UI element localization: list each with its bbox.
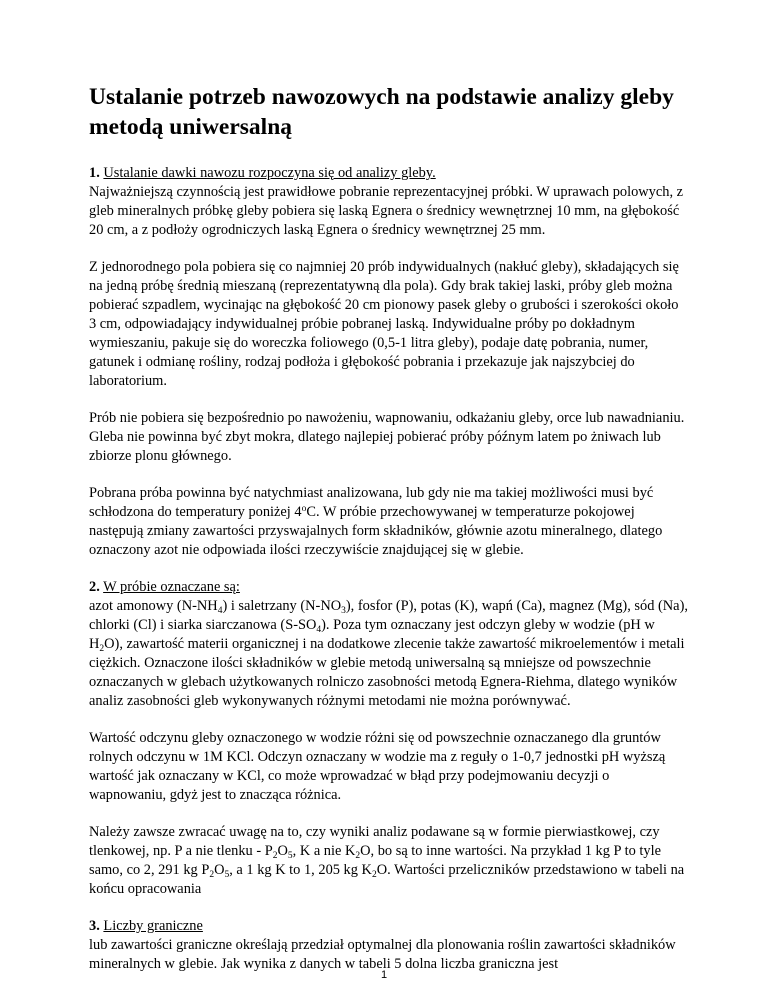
section-3-title: Liczby graniczne — [103, 918, 203, 934]
subscript: 5 — [224, 870, 230, 880]
text-run: Należy zawsze zwracać uwagę na to, czy wyniki analiz podawane są w formie pierwiastkowej, czy tlenkowej, np. P a nie tlenku - P — [89, 824, 660, 859]
section-1-number: 1. — [89, 165, 100, 181]
document-body — [89, 82, 689, 992]
subscript: 2 — [209, 870, 215, 880]
subscript: 2 — [272, 851, 278, 861]
page-number: 1 — [380, 969, 388, 981]
text-run: ), fosfor (P), potas (K), wapń (Ca), magnez (Mg), sód (Na), chlorki (Cl) i siarka siarczanowa (S-SO — [89, 598, 688, 633]
text-run: O, bo są to inne wartości. Na przykład 1 kg P to tyle samo, co 2, 291 kg P — [89, 843, 661, 878]
section-3-text-1: lub zawartości graniczne określają przedział optymalnej dla plonowania roślin zawartości składników mineralnych w glebie. Jak wynika z danych w tabeli 5 dolna liczba graniczna jest — [89, 937, 676, 972]
subscript: 2 — [355, 851, 361, 861]
section-2-number: 2. — [89, 579, 100, 595]
text-run: Pobrana próba powinna być natychmiast analizowana, lub gdy nie ma takiej możliwości musi być schłodzona do temperatury poniżej 4 — [89, 485, 654, 520]
section-1-paragraph-3: Prób nie pobiera się bezpośrednio po nawożeniu, wapnowaniu, odkażaniu gleby, orce lub nawadnianiu. Gleba nie powinna być zbyt mokra, dlatego najlepiej pobierać próby późnym latem po żniwach lub zbiorze plonu głównego. — [89, 410, 685, 464]
text-run: ) i saletrzany (N-NO — [222, 598, 342, 614]
subscript: 3 — [341, 606, 346, 616]
text-run: O — [214, 862, 225, 878]
subscript: 4 — [316, 625, 322, 635]
section-1-paragraph-4 — [89, 484, 689, 560]
section-3-heading — [89, 917, 689, 936]
section-1-title: Ustalanie dawki nawozu rozpoczyna się od analizy gleby. — [103, 165, 436, 181]
document-title: Ustalanie potrzeb nawozowych na podstawie analizy gleby metodą uniwersalną — [89, 84, 674, 140]
section-1-text-1: Najważniejszą czynnością jest prawidłowe pobranie reprezentacyjnej próbki. W uprawach polowych, z gleb mineralnych próbkę gleby pobiera się laską Egnera o średnicy wewnętrznej 10 mm, na głębokość 20 cm, a z podłoży ogrodniczych laską Egnera o średnicy wewnętrznej 25 mm. — [89, 184, 684, 238]
text-run: , a 1 kg K to 1, 205 kg K — [229, 862, 372, 878]
text-run: C. W próbie przechowywanej w temperaturze pokojowej następują zmiany zawartości przyswajalnych form składników, głównie azotu mineralnego, dlatego oznaczony azot nie odpowiada ilości rzeczywiście znajdującej się w glebie. — [89, 504, 663, 558]
section-3-paragraph-1 — [89, 917, 689, 974]
section-2-heading — [89, 578, 689, 597]
section-1-heading — [89, 164, 689, 183]
subscript: 2 — [371, 870, 377, 880]
text-run: , K a nie K — [292, 843, 356, 859]
text-run: O), zawartość materii organicznej i na dodatkowe zlecenie także zawartość mikroelementów i metali ciężkich. Oznaczone ilości składników w glebie metodą uniwersalną są mniejsze od powszechnie oznaczanych w glebach użytkowanych rolniczo zasobności metodą Egnera-Riehma, dlatego wyników analiz zasobności gleb wykonywanych różnymi metodami nie można porównywać. — [89, 636, 685, 709]
text-run: O — [277, 843, 288, 859]
section-2-paragraph-1 — [89, 578, 689, 711]
subscript: 2 — [99, 644, 105, 654]
section-1-paragraph-1 — [89, 164, 689, 240]
degree-mark: o — [301, 504, 307, 514]
text-run: O. Wartości przeliczników przedstawiono w tabeli na końcu opracowania — [89, 862, 685, 897]
subscript: 4 — [217, 606, 223, 616]
section-1-paragraph-2: Z jednorodnego pola pobiera się co najmniej 20 prób indywidualnych (nakłuć gleby), składających się na jedną próbę średnią mieszaną (reprezentatywną dla pola). Gdy brak takiej laski, próby gleb można pobierać szpadlem, wycinając na głębokość 20 cm pionowy pasek gleby o grubości i szerokości około 3 cm, odpowiadający indywidualnej próbie pobranej laską. Indywidualne próby po dokładnym wymieszaniu, pakuje się do woreczka foliowego (0,5-1 litra gleby), podaje datę pobrania, numer, gatunek i odmianę rośliny, rodzaj podłoża i głębokość pobrania i przekazuje jak najszybciej do laboratorium. — [89, 259, 679, 389]
subscript: 5 — [287, 851, 293, 861]
section-2-paragraph-2: Wartość odczynu gleby oznaczonego w wodzie różni się od powszechnie oznaczanego dla gruntów rolnych odczynu w 1M KCl. Odczyn oznaczany w wodzie ma z reguły o 1-0,7 jednostki pH wyższą wartość jak oznaczany w KCl, co może wprowadzać w błąd przy podejmowaniu decyzji o wapnowaniu, gdyż jest to znacząca różnica. — [89, 730, 666, 803]
section-2-title: W próbie oznaczane są: — [103, 579, 240, 595]
text-run: azot amonowy (N-NH — [89, 598, 218, 614]
text-run: ). Poza tym oznaczany jest odczyn gleby w wodzie (pH w H — [89, 617, 655, 652]
section-3-number: 3. — [89, 918, 100, 934]
section-2-paragraph-3 — [89, 823, 689, 899]
